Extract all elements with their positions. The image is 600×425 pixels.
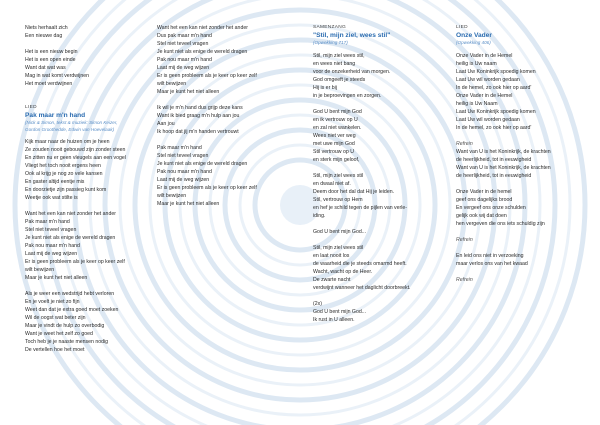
lyric-line bbox=[157, 96, 285, 104]
lyric-line: En zitten nu er geen vleugels aan een vogel bbox=[25, 155, 126, 161]
lyric-line: De zwarte nacht bbox=[313, 276, 351, 283]
section-label: SAMENZANG bbox=[313, 25, 347, 30]
lyric-line bbox=[456, 132, 580, 140]
lyric-line: Stel niet teveel vragen bbox=[157, 41, 209, 47]
lyric-line: Maar je kunt het niet alleen bbox=[157, 89, 220, 95]
lyric-line: De vertellen hoe het moet bbox=[25, 347, 85, 353]
lyric-line: Laat Uw wil worden gedaan bbox=[456, 116, 520, 123]
prayer-lyrics bbox=[456, 52, 580, 284]
song-lyrics bbox=[25, 138, 147, 354]
lyric-line: Want je weet het zelf zo goed bbox=[25, 331, 93, 337]
lyric-line: Stil, vertrouw op Hem bbox=[313, 196, 363, 203]
lyric-line bbox=[456, 228, 580, 236]
lyric-line bbox=[25, 40, 147, 48]
lyric-line: voor de onzekerheid van morgen. bbox=[313, 68, 391, 75]
lyric-line: Laat Uw wil worden gedaan bbox=[456, 76, 520, 83]
lyric-line: Stel niet teveel vragen bbox=[157, 153, 209, 159]
lyric-line: Er is geen probleem als je keer op keer zelf bbox=[25, 259, 125, 265]
lyric-line: en hef je schild tegen de pijlen van verle- bbox=[313, 204, 408, 211]
song-label: LIED bbox=[25, 105, 37, 110]
lyric-line: Want het een kan niet zonder het ander bbox=[25, 211, 116, 217]
lyric-line: Er is geen probleem als je keer op keer zelf bbox=[157, 185, 257, 191]
lyric-line: Vliegt het toch nooit ergens heen bbox=[25, 163, 101, 169]
lyric-line bbox=[456, 180, 580, 188]
column-2 bbox=[157, 24, 285, 208]
lyric-line: en dwaal niet af. bbox=[313, 180, 351, 187]
lyric-line: en sterk mijn geloof, bbox=[313, 156, 360, 163]
lyric-line: Laat mij de weg wijzen bbox=[157, 65, 210, 71]
lyric-line: En leid ons niet in verzoeking bbox=[456, 252, 524, 259]
song-title: Onze Vader bbox=[456, 32, 492, 39]
lyric-line bbox=[313, 220, 433, 228]
lyric-line: Dus pak maar m'n hand bbox=[157, 33, 212, 39]
column-1 bbox=[25, 24, 147, 354]
lyric-line: Stil, mijn ziel wees stil, bbox=[313, 52, 365, 59]
lyric-line: Ik hoop dat jij m'n handen vertrouwt bbox=[157, 129, 239, 135]
lyric-line: En vergeef ons onze schulden bbox=[456, 204, 526, 211]
lyric-line: Laat Uw Koninkrijk spoedig komen bbox=[456, 68, 536, 75]
lyric-line: Refrein bbox=[456, 276, 473, 283]
lyric-line: Maar je kunt het niet alleen bbox=[157, 201, 220, 207]
lyric-line: in je beproevingen en zorgen. bbox=[313, 92, 382, 99]
lyric-line: Stil vertrouw op U bbox=[313, 148, 354, 155]
lyric-line: heilig is Uw naam bbox=[456, 60, 497, 67]
lyric-line: Want van U is het Koninkrijk, de krachten bbox=[456, 148, 551, 155]
intro-text bbox=[25, 24, 147, 88]
lyric-line: Want het een kan niet zonder het ander bbox=[157, 25, 248, 31]
lyric-line: Stil, mijn ziel wees stil bbox=[313, 244, 364, 251]
lyric-line: Refrein bbox=[456, 236, 473, 243]
lyric-line: Hij is er bij bbox=[313, 84, 337, 91]
lyric-line: Aan jou bbox=[157, 121, 175, 127]
song-source: (Opwekking 717) bbox=[313, 40, 348, 45]
lyric-line: Het moet verdwijnen bbox=[25, 81, 73, 87]
lyric-line: Pak nou maar m'n hand bbox=[25, 243, 80, 249]
section-label: LIED bbox=[456, 25, 468, 30]
lyric-line: Weet dan dat je extra goed moet zoeken bbox=[25, 307, 119, 313]
lyric-line: In de hemel, zo ook hier op aard' bbox=[456, 84, 532, 91]
lyric-line: Wacht, wacht op de Heer. bbox=[313, 268, 373, 275]
lyric-line bbox=[313, 100, 433, 108]
lyric-line: Wil de oogst wat beter zijn bbox=[25, 315, 86, 321]
lyric-line: met uwe mijn God bbox=[313, 140, 355, 147]
lyric-line: wilt bewijzen bbox=[157, 81, 187, 87]
lyric-line: Onze Vader in de Hemel bbox=[456, 52, 513, 59]
lyric-line: God omgeeft je steeds bbox=[313, 76, 366, 83]
song-lyrics bbox=[313, 52, 433, 324]
lyric-line: Het is een nieuw begin bbox=[25, 49, 78, 55]
lyric-line: Ik rust in U alleen. bbox=[313, 316, 355, 323]
lyric-line: (2x) bbox=[313, 300, 322, 307]
lyric-line bbox=[25, 282, 147, 290]
lyric-line bbox=[25, 202, 147, 210]
lyric-line: heilig is Uw Naam bbox=[456, 100, 498, 107]
lyric-line: geef ons dagelijks brood bbox=[456, 196, 513, 203]
lyric-line: en wees niet bang bbox=[313, 60, 356, 67]
lyric-line: Laat Uw Koninkrijk spoedig komen bbox=[456, 108, 536, 115]
lyric-line: Pak nou maar m'n hand bbox=[157, 169, 212, 175]
lyric-line: en ik vertrouw op U bbox=[313, 116, 358, 123]
song-lyrics-continued bbox=[157, 24, 285, 208]
lyric-line: Pak maar m'n hand bbox=[157, 145, 202, 151]
lyric-line: Want van U is het Koninkrijk, de krachten bbox=[456, 164, 551, 171]
lyric-line: en zal niet wankelen. bbox=[313, 124, 362, 131]
song-title: "Stil, mijn ziel, wees stil" bbox=[313, 32, 391, 39]
lyric-line: de waarheid die je steeds omarmd heeft. bbox=[313, 260, 407, 267]
lyric-line: Je kunt niet als enige de wereld dragen bbox=[25, 235, 116, 241]
lyric-line: Niets herhaalt zich bbox=[25, 25, 68, 31]
lyric-line: In de hemel, zo ook hier op aard' bbox=[456, 124, 532, 131]
lyric-line: Wees niet ver weg bbox=[313, 132, 356, 139]
lyric-line: Ik wil je m'n hand dus grijp deze kans bbox=[157, 105, 243, 111]
lyric-line bbox=[313, 292, 433, 300]
lyric-line bbox=[313, 236, 433, 244]
lyric-line: Deem door het dal dat Hij je leiden. bbox=[313, 188, 395, 195]
lyric-line: de heerlijkheid, tot in eeuwigheid bbox=[456, 156, 532, 163]
lyric-line: Onze Vader in de hemel bbox=[456, 188, 512, 195]
lyric-line: Laat mij de weg wijzen bbox=[25, 251, 78, 257]
lyric-line: Pak maar m'n hand bbox=[25, 219, 70, 225]
lyric-line: Laat mij de weg wijzen bbox=[157, 177, 210, 183]
lyric-line: En gaster altijd eentje mis bbox=[25, 179, 85, 185]
lyric-line: Weetje ook wat stilte is bbox=[25, 195, 78, 201]
lyric-line: Want ik bied graag m'n hulp aan jou bbox=[157, 113, 240, 119]
lyric-line: iding. bbox=[313, 212, 326, 219]
lyric-line: Maar je kunt het niet alleen bbox=[25, 275, 88, 281]
lyric-line: Kijk maar naar de huizen om je heen bbox=[25, 139, 110, 145]
lyric-line: Stil, mijn ziel wees stil bbox=[313, 172, 364, 179]
lyric-line: Als je weer een wedstrijd hebt verloren bbox=[25, 291, 115, 297]
song-title: Pak maar m'n hand bbox=[25, 112, 86, 119]
lyric-line: Stel niet teveel vragen bbox=[25, 227, 77, 233]
lyric-line bbox=[313, 164, 433, 172]
column-4 bbox=[456, 24, 580, 284]
song-source: (Opwekking 406) bbox=[456, 40, 491, 45]
song-credits-line: Gordon Groothedde, Edwin van Hoevelaak) bbox=[25, 126, 115, 132]
lyric-line: wilt bewijzen bbox=[157, 193, 187, 199]
lyric-line: Mag in wat komt verdwijnen bbox=[25, 73, 90, 79]
lyric-line: wilt bewijzen bbox=[25, 267, 55, 273]
lyric-line bbox=[456, 268, 580, 276]
lyric-line: Pak nou maar m'n hand bbox=[157, 57, 212, 63]
lyric-line: Onze Vader in de Hemel bbox=[456, 92, 513, 99]
lyric-line bbox=[157, 136, 285, 144]
lyric-line: Ook al krijg je nog zo vele kansen bbox=[25, 171, 103, 177]
lyric-line: en laat nooit los bbox=[313, 252, 350, 259]
lyric-line: Er is geen probleem als je keer op keer zelf bbox=[157, 73, 257, 79]
lyric-line: God U bent mijn God bbox=[313, 108, 362, 115]
lyric-line: Maar je vindt de hulp zo overbodig bbox=[25, 323, 105, 329]
lyric-line: En doorzietje zijn passieg kunt kom bbox=[25, 187, 107, 193]
lyric-line: Ze zouden nooit gebouwd zijn zonder steen bbox=[25, 147, 126, 153]
lyric-line: hen vergeven die ons iets schuldig zijn bbox=[456, 220, 545, 227]
lyric-line: gelijk ook wij dat doen bbox=[456, 212, 507, 219]
lyric-line: Want dat wat was bbox=[25, 65, 66, 71]
lyric-line: Refrein bbox=[456, 140, 473, 147]
column-3 bbox=[313, 24, 433, 324]
lyric-line: Het is een open einde bbox=[25, 57, 76, 63]
lyric-line: God U bent mijn God... bbox=[313, 308, 367, 315]
lyric-line: Een nieuwe dag bbox=[25, 33, 63, 39]
song-credits-line: (Nick & Simon, tekst & muziek: Simon Keizer, bbox=[25, 120, 118, 125]
lyric-line: En je voelt je niet zo fijn bbox=[25, 299, 80, 305]
lyric-line: Toch heb je je naaste mensen nodig bbox=[25, 339, 109, 345]
lyric-line: God U bent mijn God... bbox=[313, 228, 367, 235]
lyric-line: maar verlos ons van het kwaad bbox=[456, 260, 528, 267]
lyric-line: de heerlijkheid, tot in eeuwigheid bbox=[456, 172, 532, 179]
lyric-line bbox=[456, 244, 580, 252]
lyric-line: verdwijnt wanneer het daglicht doorbreekt. bbox=[313, 284, 411, 291]
lyric-line: Je kunt niet als enige de wereld dragen bbox=[157, 161, 248, 167]
lyric-line: Je kunt niet als enige de wereld dragen bbox=[157, 49, 248, 55]
